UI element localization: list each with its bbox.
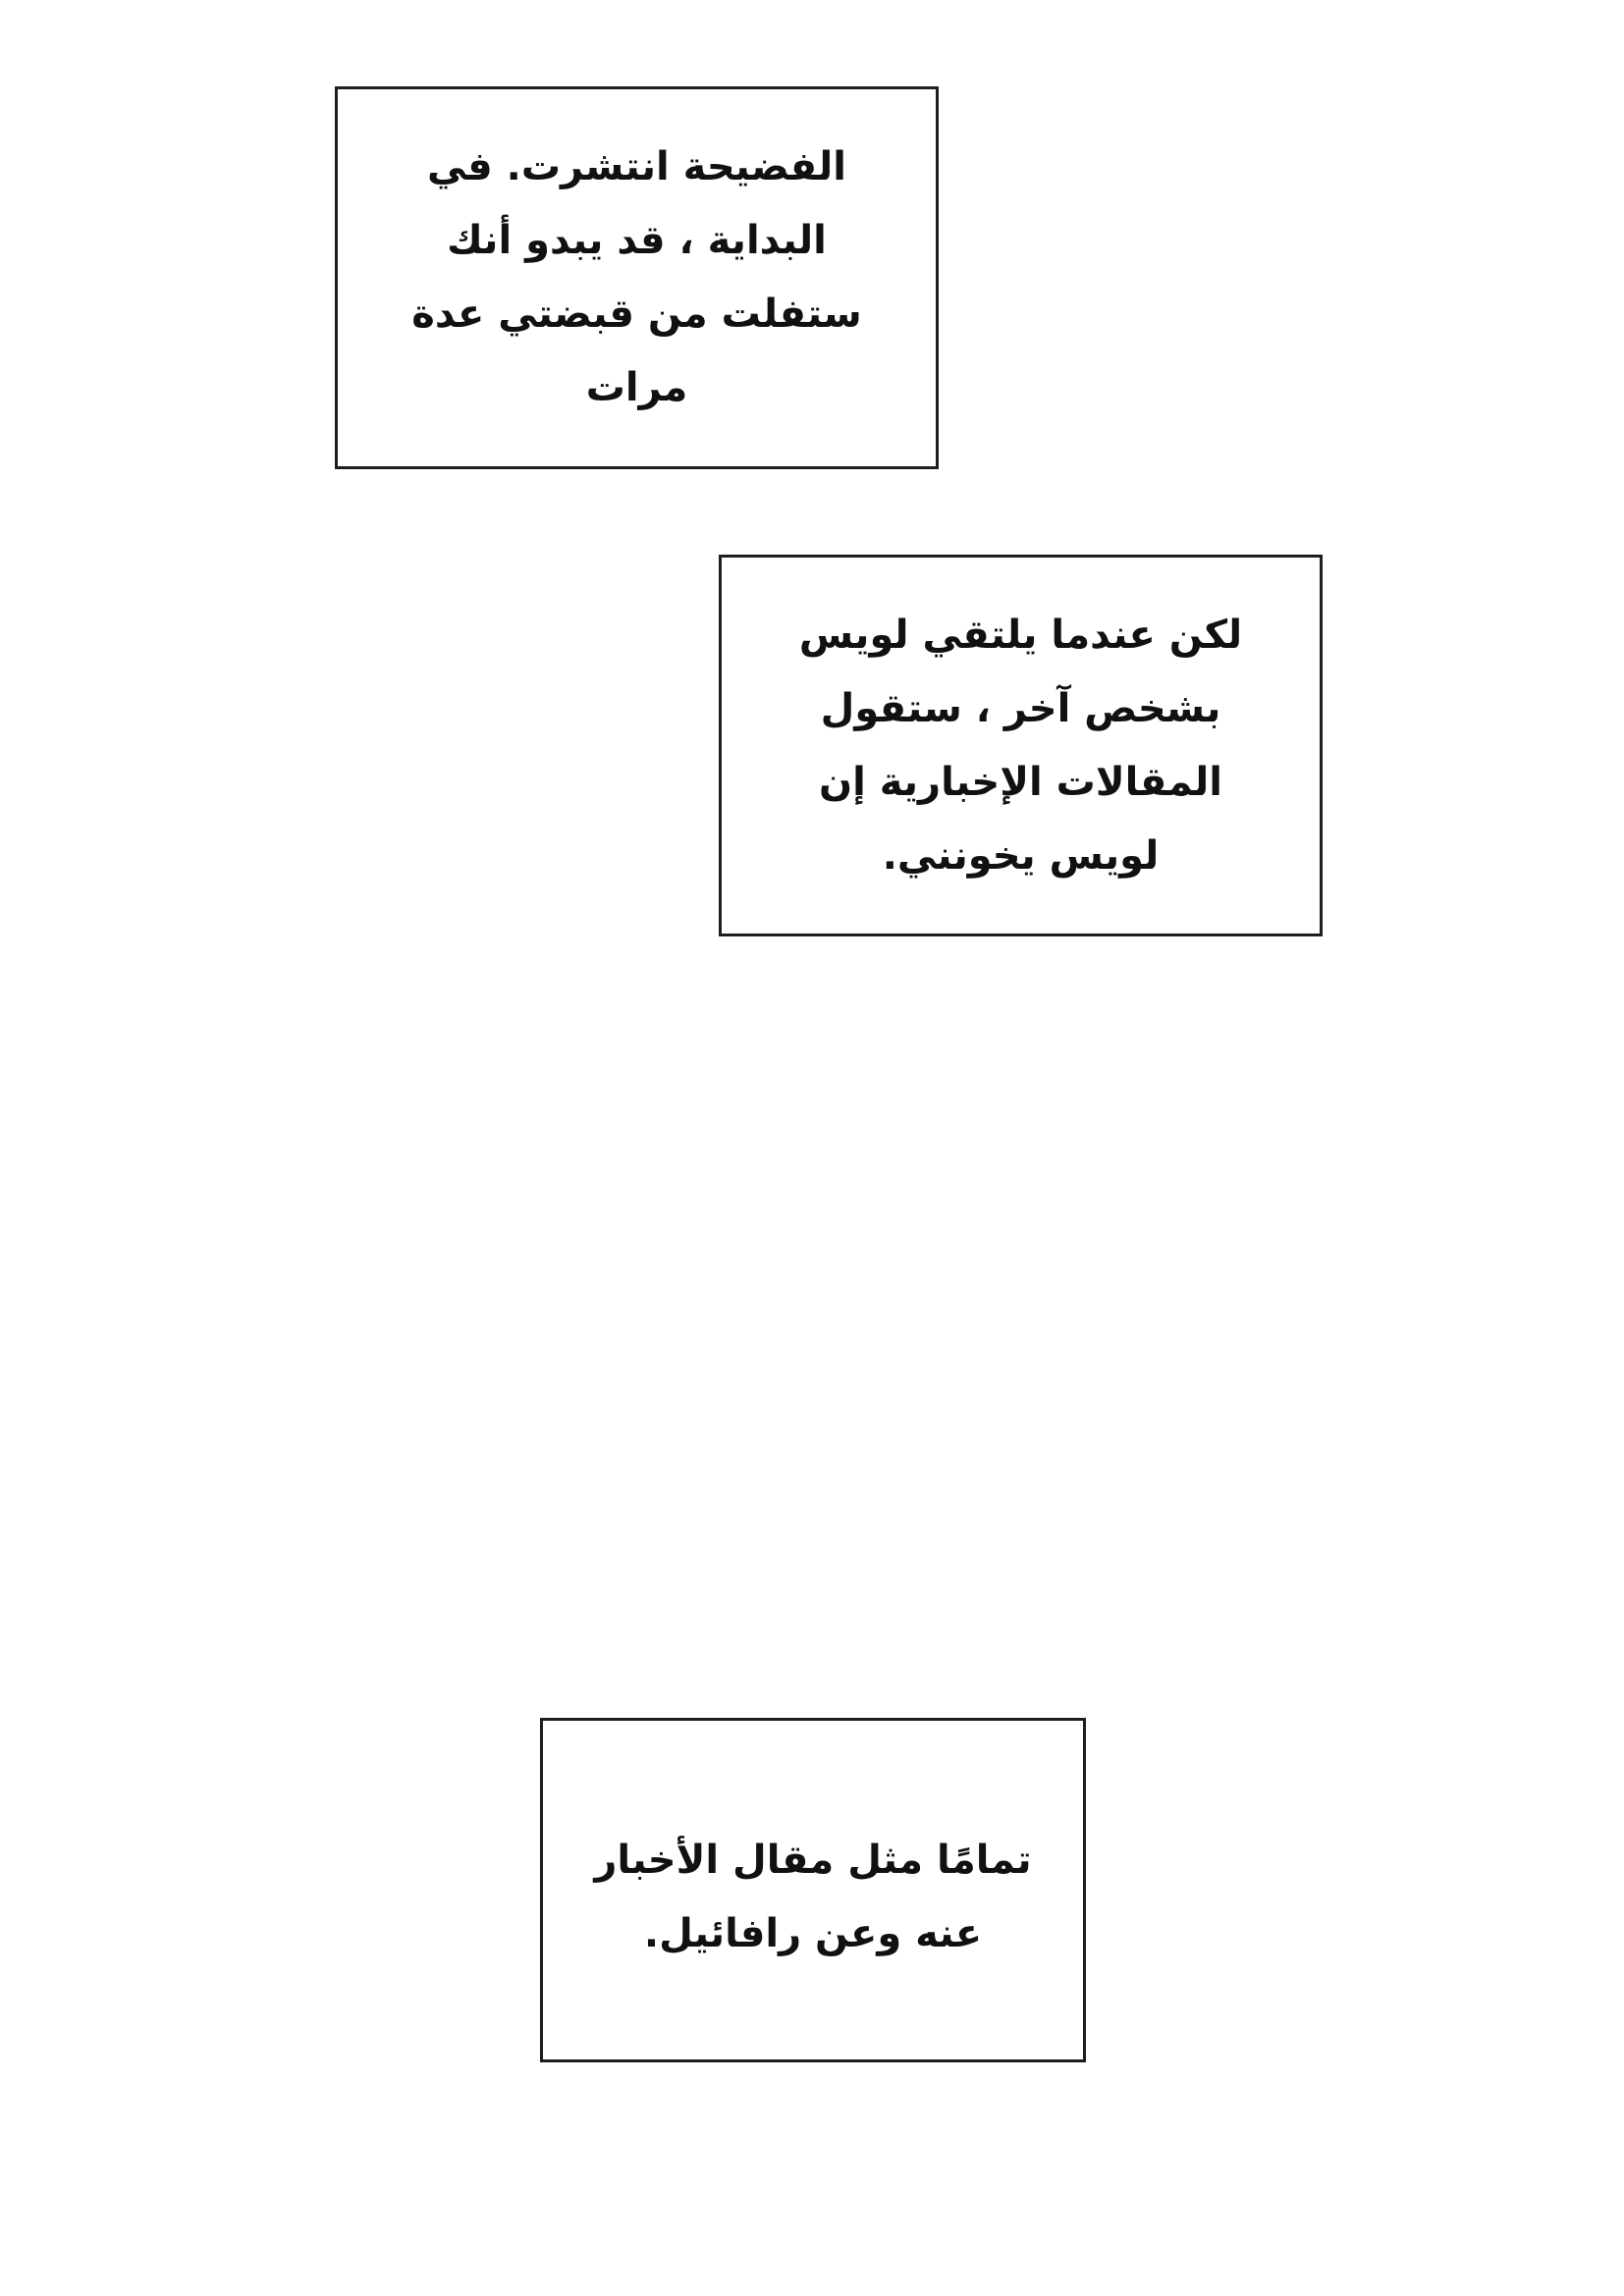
caption-line: المقالات الإخبارية إن [818, 759, 1222, 805]
caption-box-2 [719, 555, 1323, 936]
caption-box-1 [335, 86, 939, 469]
caption-line: لكن عندما يلتقي لويس [798, 612, 1243, 658]
caption-line: مرات [585, 365, 688, 410]
caption-line: الفضيحة انتشرت. في [427, 144, 846, 189]
caption-text-1 [411, 131, 861, 425]
caption-line: البداية ، قد يبدو أنك [447, 218, 827, 263]
caption-line: بشخص آخر ، ستقول [820, 685, 1221, 731]
caption-line: ستفلت من قبضتي عدة [411, 292, 862, 337]
caption-box-3 [540, 1718, 1086, 2062]
caption-line: تمامًا مثل مقال الأخبار [594, 1837, 1032, 1883]
caption-line: لويس يخونني. [882, 832, 1160, 879]
caption-text-3 [594, 1810, 1031, 1971]
caption-text-2 [799, 599, 1242, 893]
caption-line: عنه وعن رافائيل. [643, 1910, 983, 1956]
